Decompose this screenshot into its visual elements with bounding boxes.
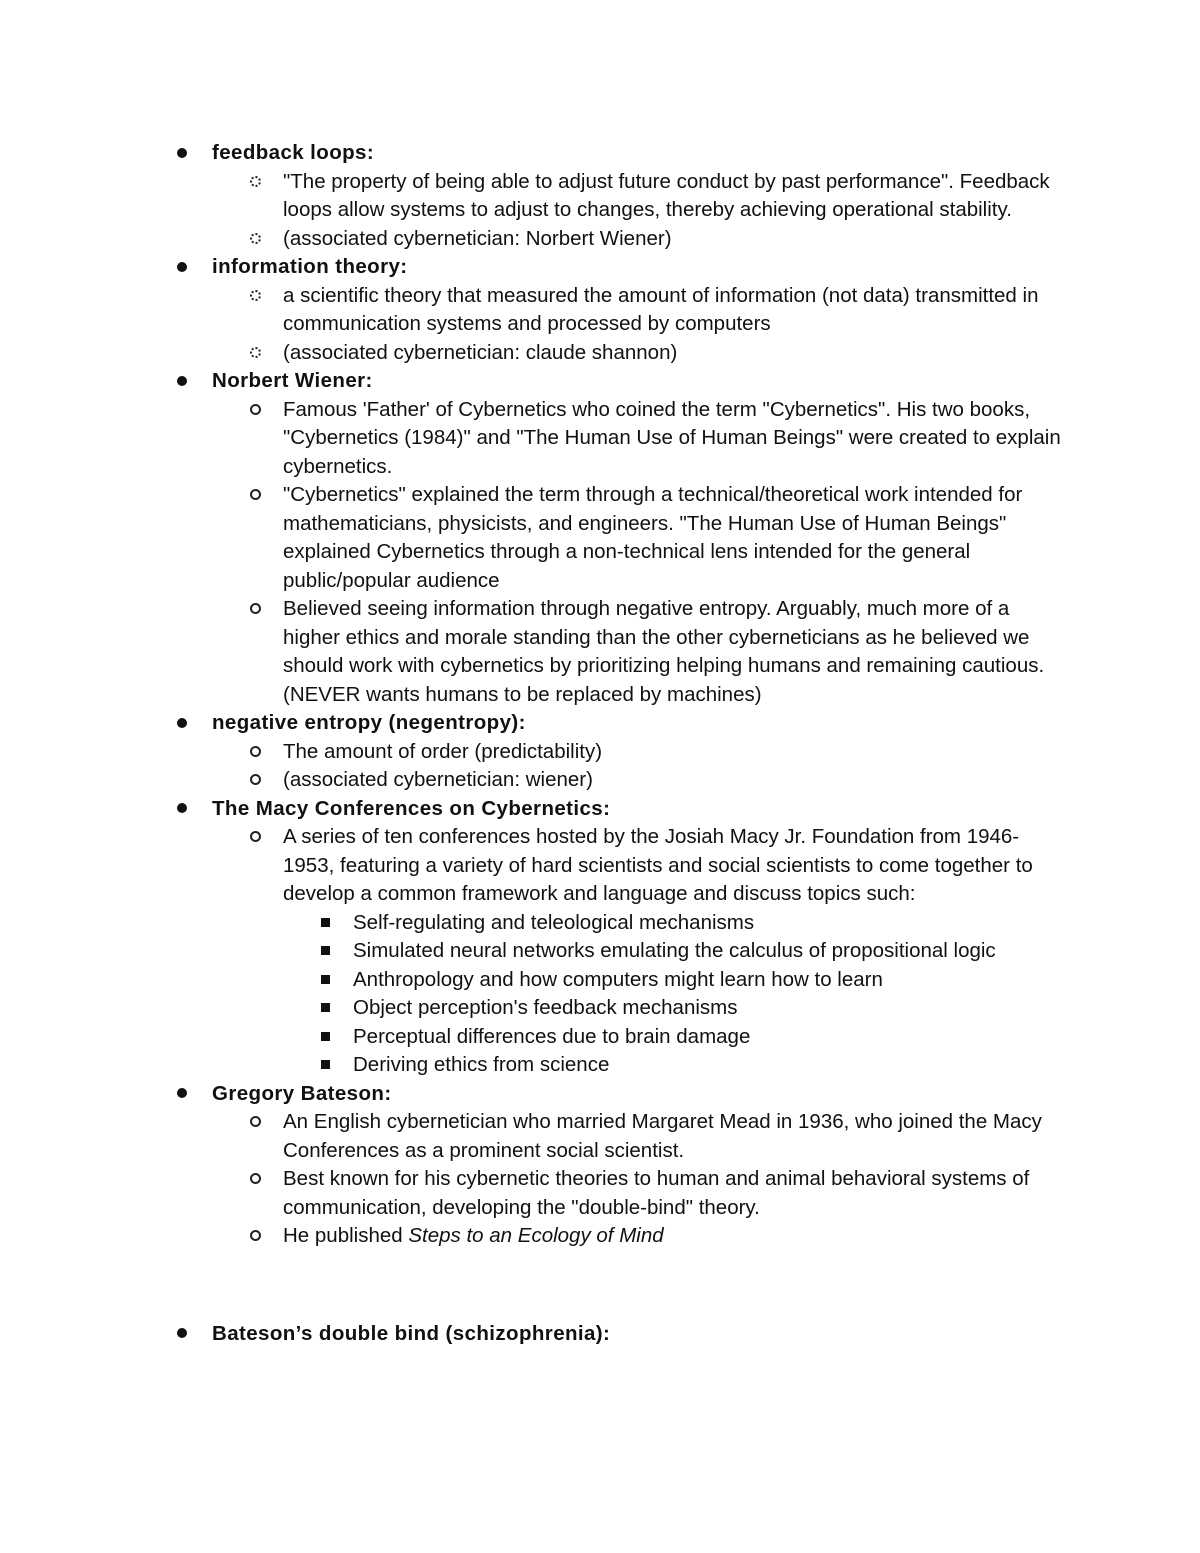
bullet-circle xyxy=(243,823,267,852)
published-prefix: He published xyxy=(283,1224,409,1247)
list-item xyxy=(0,795,1062,824)
notes-document xyxy=(0,139,1200,1348)
topic-text: Perceptual differences due to brain damage xyxy=(353,1024,751,1048)
bullet-circle xyxy=(243,396,267,425)
list-item xyxy=(0,766,1063,795)
list-item xyxy=(0,994,1073,1023)
list-item xyxy=(0,481,1063,595)
paragraph-text: Believed seeing information through negative entropy. Arguably, much more of a higher ethics and morale standing than the other cyberneticians as he believed we should work with cybernetics by prioritizing helping humans and remaining cautious. (NEVER wants humans to be replaced by machines) xyxy=(283,597,1045,706)
list-item xyxy=(0,1023,1073,1052)
term-heading: feedback loops: xyxy=(212,141,375,164)
term-heading: negative entropy (negentropy): xyxy=(212,711,526,734)
term-heading: The Macy Conferences on Cybernetics: xyxy=(212,796,611,820)
bullet-dot xyxy=(170,367,194,396)
bullet-circle xyxy=(243,766,267,795)
list-item xyxy=(0,1320,1062,1349)
list-item xyxy=(0,225,1063,254)
bullet-circle xyxy=(243,481,267,510)
list-item xyxy=(0,1080,1062,1109)
list-item xyxy=(0,966,1073,995)
bullet-square xyxy=(313,937,337,966)
bullet-circle xyxy=(243,168,267,197)
associated-text: (associated cybernetician: Norbert Wiener) xyxy=(283,226,672,250)
bullet-dot xyxy=(170,1080,194,1109)
list-item xyxy=(0,595,1063,709)
paragraph-text: Famous 'Father' of Cybernetics who coined the term "Cybernetics". His two books, "Cybernetics (1984)" and "The Human Use of Human Beings" were created to explain cybernetics. xyxy=(283,397,1061,478)
term-heading: Bateson’s double bind (schizophrenia): xyxy=(212,1321,611,1345)
topic-text: Object perception's feedback mechanisms xyxy=(353,996,738,1019)
paragraph-text: Best known for his cybernetic theories to human and animal behavioral systems of communication, developing the "double-bind" theory. xyxy=(283,1167,1030,1219)
bullet-circle xyxy=(243,595,267,624)
list-item xyxy=(0,396,1063,482)
definition-text: "The property of being able to adjust future conduct by past performance". Feedback loops allow systems to adjust to changes, thereby achieving operational stability. xyxy=(283,169,1050,221)
bullet-dot xyxy=(170,139,194,168)
bullet-circle xyxy=(243,738,267,767)
topic-text: Self-regulating and teleological mechanisms xyxy=(353,910,755,934)
bullet-square xyxy=(313,966,337,995)
term-heading: Gregory Bateson: xyxy=(212,1081,392,1105)
bullet-square xyxy=(313,1023,337,1052)
bullet-circle xyxy=(243,1108,267,1137)
list-item xyxy=(0,168,1063,225)
bullet-dot xyxy=(170,1320,194,1349)
list-item xyxy=(0,1165,1063,1222)
bullet-square xyxy=(313,1051,337,1080)
blank-space xyxy=(0,1251,1200,1320)
list-item xyxy=(0,139,1062,168)
list-item xyxy=(0,253,1062,282)
topic-text: Anthropology and how computers might learn how to learn xyxy=(353,967,883,991)
book-title: Steps to an Ecology of Mind xyxy=(408,1224,664,1247)
list-item xyxy=(0,937,1073,966)
bullet-dot xyxy=(170,709,194,738)
list-item xyxy=(0,282,1063,339)
list-item xyxy=(0,1108,1063,1165)
bullet-square xyxy=(313,994,337,1023)
topic-text: Simulated neural networks emulating the calculus of propositional logic xyxy=(353,939,996,962)
bullet-circle xyxy=(243,339,267,368)
paragraph-text: (associated cybernetician: wiener) xyxy=(283,768,593,791)
list-item xyxy=(0,738,1063,767)
paragraph-text: A series of ten conferences hosted by the Josiah Macy Jr. Foundation from 1946-1953, featuring a variety of hard scientists and social scientists to come together to develop a common framework and language and discuss topics such: xyxy=(283,825,1033,905)
list-item xyxy=(0,909,1073,938)
term-heading: Norbert Wiener: xyxy=(212,369,373,392)
bullet-circle xyxy=(243,225,267,254)
list-item xyxy=(0,1051,1073,1080)
bullet-dot xyxy=(170,795,194,824)
list-item xyxy=(0,339,1063,368)
topic-text: Deriving ethics from science xyxy=(353,1053,610,1076)
paragraph-text xyxy=(283,1224,664,1247)
term-heading: information theory: xyxy=(212,255,408,278)
paragraph-text: "Cybernetics" explained the term through a technical/theoretical work intended for mathematicians, physicists, and engineers. "The Human Use of Human Beings" explained Cybernetics through a non-technical lens intended for the general public/popular audience xyxy=(283,483,1023,592)
bullet-square xyxy=(313,909,337,938)
bullet-circle xyxy=(243,282,267,311)
paragraph-text: An English cybernetician who married Margaret Mead in 1936, who joined the Macy Conferences as a prominent social scientist. xyxy=(283,1110,1042,1162)
definition-text: a scientific theory that measured the amount of information (not data) transmitted in communication systems and processed by computers xyxy=(283,283,1039,335)
paragraph-text: The amount of order (predictability) xyxy=(283,739,603,763)
list-item xyxy=(0,709,1062,738)
list-item xyxy=(0,1222,1063,1251)
bullet-circle xyxy=(243,1222,267,1251)
bullet-circle xyxy=(243,1165,267,1194)
associated-text: (associated cybernetician: claude shannon) xyxy=(283,340,678,364)
list-item xyxy=(0,823,1063,909)
list-item xyxy=(0,367,1062,396)
bullet-dot xyxy=(170,253,194,282)
